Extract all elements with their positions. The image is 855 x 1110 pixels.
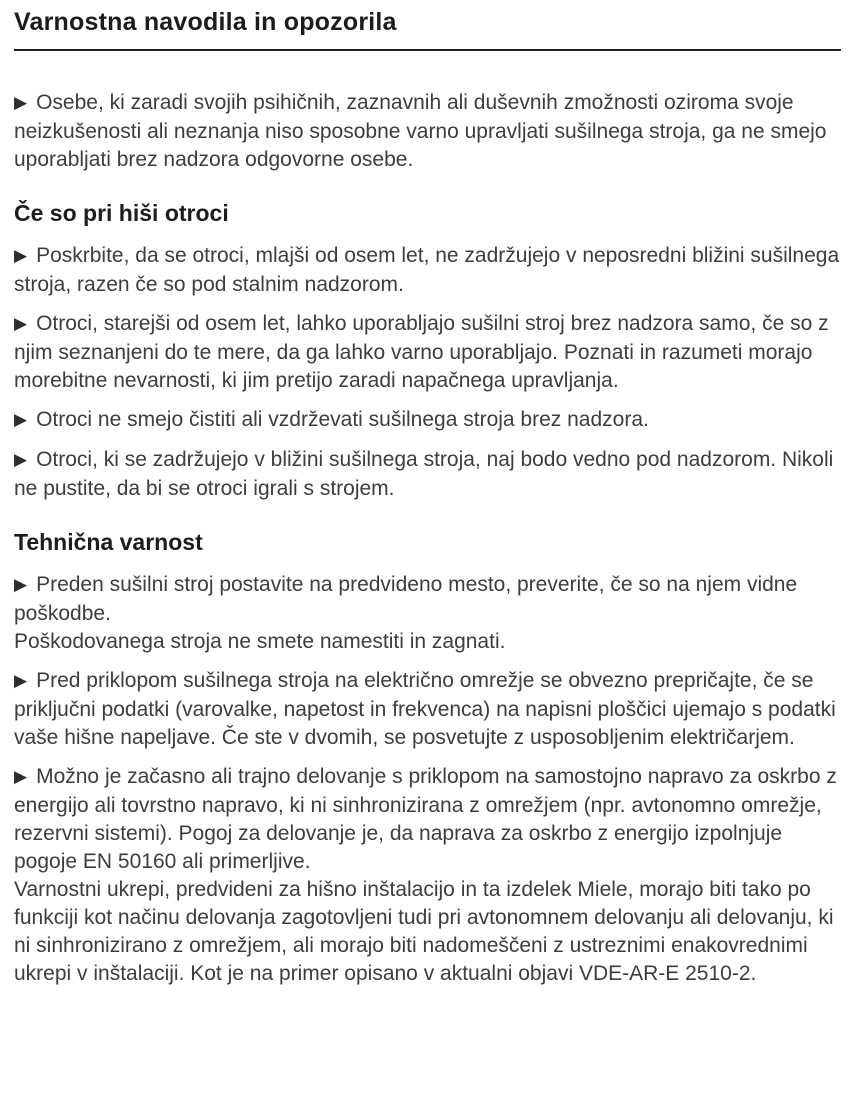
arrow-bullet-icon: ▶ (14, 93, 28, 112)
title-rule (14, 49, 841, 51)
arrow-bullet-icon: ▶ (14, 767, 28, 786)
arrow-bullet-icon: ▶ (14, 671, 28, 690)
paragraph-text: Otroci, ki se zadržujejo v bližini sušilnega stroja, naj bodo vedno pod nadzorom. Nikoli ne pustite, da bi se otroci igrali s strojem. (14, 448, 834, 500)
page-title: Varnostna navodila in opozorila (14, 8, 397, 36)
paragraph-text: Poskrbite, da se otroci, mlajši od osem let, ne zadržujejo v neposredni bližini sušilnega stroja, razen če so pod stalnim nadzorom. (14, 244, 840, 296)
paragraph (14, 667, 841, 752)
paragraph-text: Preden sušilni stroj postavite na predvideno mesto, preverite, če so na njem vidne poškodbe. (14, 573, 798, 625)
arrow-bullet-icon: ▶ (14, 450, 28, 469)
paragraph-text: Pred priklopom sušilnega stroja na električno omrežje se obvezno prepričajte, če se priključni podatki (varovalke, napetost in frekvenca) na napisni ploščici ujemajo s podatki vaše hišne napeljave. Če ste v dvomih, se posvetujte z usposobljenim električarjem. (14, 669, 836, 749)
paragraph (14, 310, 841, 395)
paragraph (14, 406, 841, 435)
paragraph-continuation: Varnostni ukrepi, predvideni za hišno inštalacijo in ta izdelek Miele, morajo biti tako po funkciji kot načinu delovanja zagotovljeni tudi pri avtonomnem delovanju ali delovanju, ki ni sinhronizirano z omrežjem, ali morajo biti nadomeščeni z ustreznimi enakovrednimi ukrepi v inštalaciji. Kot je na primer opisano v aktualni objavi VDE-AR-E 2510-2. (14, 878, 834, 985)
paragraph-text: Otroci ne smejo čistiti ali vzdrževati sušilnega stroja brez nadzora. (36, 408, 649, 431)
arrow-bullet-icon: ▶ (14, 575, 28, 594)
arrow-bullet-icon: ▶ (14, 314, 28, 333)
paragraph-text: Možno je začasno ali trajno delovanje s priklopom na samostojno napravo za oskrbo z energijo ali tovrstno napravo, ki ni sinhronizirana z omrežjem (npr. avtonomno omrežje, rezervni sistemi). Pogoj za delovanje je, da naprava za oskrbo z energijo izpolnjuje pogoje EN 50160 ali primerljive. (14, 765, 837, 873)
paragraph (14, 89, 841, 174)
paragraph (14, 446, 841, 503)
paragraph-text: Otroci, starejši od osem let, lahko uporabljajo sušilni stroj brez nadzora samo, če so z njim seznanjeni do te mere, da ga lahko varno uporabljajo. Poznati in razumeti morajo morebitne nevarnosti, ki jim pretijo zaradi napačnega upravljanja. (14, 312, 829, 392)
paragraph (14, 763, 841, 988)
paragraph (14, 242, 841, 299)
paragraph-continuation: Poškodovanega stroja ne smete namestiti in zagnati. (14, 630, 506, 653)
arrow-bullet-icon: ▶ (14, 410, 28, 429)
paragraph (14, 571, 841, 656)
section-heading-children: Če so pri hiši otroci (14, 200, 229, 226)
paragraph-text: Osebe, ki zaradi svojih psihičnih, zaznavnih ali duševnih zmožnosti oziroma svoje neizkušenosti ali neznanja niso sposobne varno upravljati sušilnega stroja, ga ne smejo uporabljati brez nadzora odgovorne osebe. (14, 91, 827, 171)
arrow-bullet-icon: ▶ (14, 246, 28, 265)
section-heading-technical: Tehnična varnost (14, 529, 203, 555)
